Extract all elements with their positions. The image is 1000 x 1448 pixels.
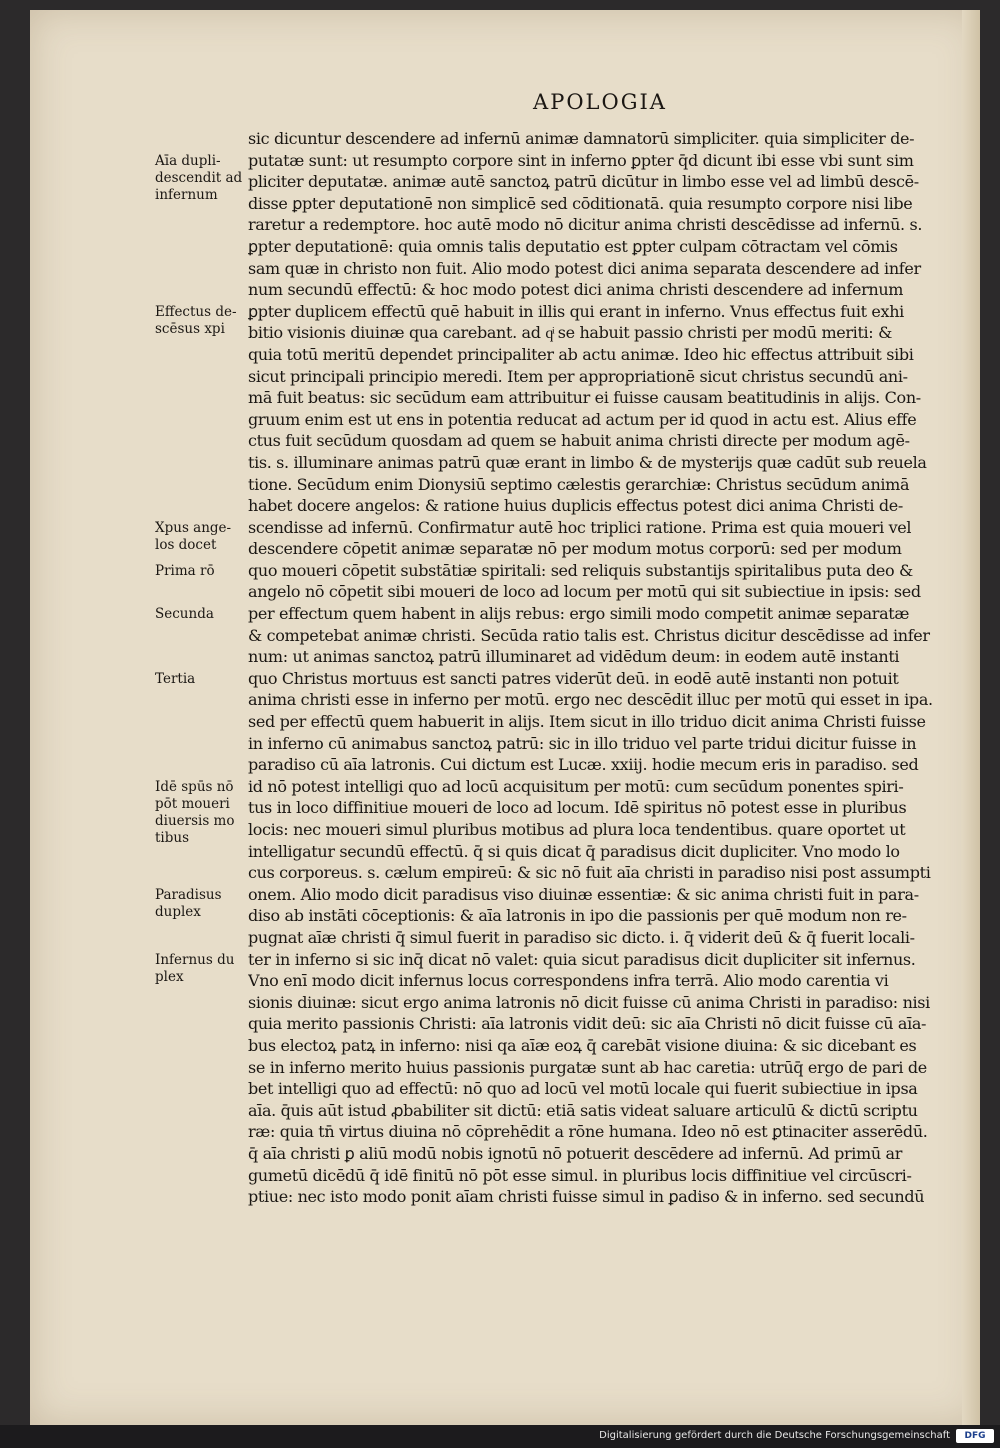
text-line: in inferno cū animabus sanctoꝝ patrū: sic in illo triduo vel parte tridui dicitur fuisse in: [248, 733, 917, 753]
text-line: ræ: quia tn̄ virtus diuina nō cōprehēdit a rōne humana. Ideo nō est ꝑtinaciter asserēdū.: [248, 1122, 928, 1142]
margin-note: Xpus ange- los docet: [155, 519, 232, 553]
text-line: anima christi esse in inferno per motū. ergo nec descēdit illuc per motū qui esset in ipa.: [248, 690, 933, 710]
text-line: q̄ aīa christi ꝑ aliū modū nobis ignotū nō potuerit descēdere ad infernū. Ad primū ar: [248, 1143, 903, 1163]
text-line: quia merito passionis Christi: aīa latronis vidit deū: sic aīa Christi nō dicit fuisse cū aīa-: [248, 1014, 927, 1034]
text-line: raretur a redemptore. hoc autē modo nō dicitur anima christi descēdisse ad infernū. s.: [248, 215, 923, 235]
text-line: gruum enim est ut ens in potentia reducat ad actum per id quod in actu est. Alius effe: [248, 409, 917, 429]
text-line: Vno enī modo dicit infernus locus correspondens infra terrā. Alio modo carentia vi: [248, 971, 889, 991]
running-head: APOLOGIA: [533, 90, 667, 114]
book-page: [30, 10, 980, 1425]
text-line: ꝑpter duplicem effectū quē habuit in illis qui erant in inferno. Vnus effectus fuit exhi: [248, 301, 904, 321]
text-line: onem. Alio modo dicit paradisus viso diuinæ essentiæ: & sic anima christi fuit in para-: [248, 884, 919, 904]
text-line: descendere cōpetit animæ separatæ nō per modum motus corporū: sed per modum: [248, 539, 902, 559]
text-line: num: ut animas sanctoꝝ patrū illuminaret ad vidēdum deum: in eodem autē instanti: [248, 647, 900, 667]
text-line: bet intelligi quo ad effectū: nō quo ad locū vel motū locale qui fuerit subiectiue in ipsa: [248, 1079, 918, 1099]
margin-note: Secunda: [155, 606, 214, 623]
text-line: ter in inferno si sic inq̄ dicat nō valet: quia sicut paradisus dicit dupliciter sit infernus.: [248, 949, 916, 969]
text-line: tis. s. illuminare animas patrū quæ erant in limbo & de mysterijs quæ cadūt sub reuela: [248, 452, 927, 472]
margin-note: Tertia: [155, 671, 196, 687]
main-text-block: [248, 128, 968, 1208]
text-line: sionis diuinæ: sicut ergo anima latronis nō dicit fuisse cū anima Christi in paradiso: nisi: [248, 992, 930, 1012]
text-line: quo Christus mortuus est sancti patres viderūt deū. in eodē autē instanti non potuit: [248, 668, 899, 688]
footer-bar: [0, 1425, 1000, 1448]
text-line: id nō potest intelligi quo ad locū acquisitum per motū: cum secūdum ponentes spiri-: [248, 776, 904, 796]
text-line: habet docere angelos: & ratione huius duplicis effectus potest dici anima Christi de-: [248, 496, 903, 516]
text-line: paradiso cū aīa latronis. Cui dictum est Lucæ. xxiij. hodie mecum eris in paradiso. sed: [248, 755, 919, 775]
text-line: cus corporeus. s. cælum empireū: & sic nō fuit aīa christi in paradiso nisi post assumpti: [248, 863, 931, 883]
text-line: se in inferno merito huius passionis purgatæ sunt ab hac caretia: utrūq̄ ergo de pari de: [248, 1057, 927, 1077]
text-line: pugnat aīæ christi q̄ simul fuerit in paradiso sic dicto. i. q̄ viderit deū & q̄ fuerit locali-: [248, 927, 915, 947]
text-line: & competebat animæ christi. Secūda ratio talis est. Christus dicitur descēdisse ad infer: [248, 625, 930, 645]
text-line: quia totū meritū dependet principaliter ab actu animæ. Ideo hic effectus attribuit sibi: [248, 344, 914, 364]
text-line: bus electoꝝ patꝝ in inferno: nisi qa aīæ eoꝝ q̄ carebāt visione diuina: & sic dicebant es: [248, 1035, 917, 1055]
text-line: disse ꝑpter deputationē non simplicē sed cōditionatā. quia resumpto corpore nisi libe: [248, 193, 913, 213]
margin-note: Paradisus duplex: [155, 887, 222, 920]
text-line: locis: nec moueri simul pluribus motibus ad plura loca tendentibus. quare oportet ut: [248, 820, 906, 839]
dfg-logo: DFG: [956, 1429, 994, 1443]
text-line: sam quæ in christo non fuit. Alio modo potest dici anima separata descendere ad infer: [248, 258, 921, 278]
funding-notice: Digitalisierung gefördert durch die Deutsche Forschungsgemeinschaft: [599, 1430, 950, 1441]
text-line: per effectum quem habent in alijs rebus: ergo simili modo competit animæ separatæ: [248, 604, 910, 624]
text-line: tus in loco diffinitiue moueri de loco ad locum. Idē spiritus nō potest esse in pluribus: [248, 798, 907, 818]
text-line: ꝑpter deputationē: quia omnis talis deputatio est ꝑpter culpam cōtractam vel cōmis: [248, 236, 898, 256]
text-line: intelligatur secundū effectū. q̄ si quis dicat q̄ paradisus dicit dupliciter. Vno modo lo: [248, 841, 900, 861]
text-line: num secundū effectū: & hoc modo potest dici anima christi descendere ad infernum: [248, 280, 904, 300]
text-line: scendisse ad infernū. Confirmatur autē hoc triplici ratione. Prima est quia moueri vel: [248, 517, 912, 537]
text-line: diso ab instāti cōceptionis: & aīa latronis in ipo die passionis per quē modum non re-: [248, 906, 907, 926]
text-line: sed per effectū quem habuerit in alijs. Item sicut in illo triduo dicit anima Christi fuisse: [248, 712, 926, 732]
margin-note: Prima rō: [155, 563, 215, 579]
text-line: sicut principali principio meredi. Item per appropriationē sicut christus secundū ani-: [248, 366, 908, 386]
margin-note: Aīa dupli- descendit ad infernum: [155, 152, 243, 203]
margin-note: Effectus de- scēsus xpi: [155, 303, 237, 337]
text-line: aīa. q̄uis aūt istud ꝓbabiliter sit dictū: etiā satis videat saluare articulū & dictū scriptu: [248, 1100, 918, 1120]
text-line: bitio visionis diuinæ qua carebant. ad qͥ se habuit passio christi per modū meriti: &: [248, 323, 892, 343]
text-line: angelo nō cōpetit sibi moueri de loco ad locum per motū qui sit subiectiue in ipsis: sed: [248, 582, 921, 602]
margin-note: Infernus du plex: [155, 951, 235, 985]
text-line: sic dicuntur descendere ad infernū animæ damnatorū simpliciter. quia simpliciter de-: [248, 129, 915, 148]
margin-note: Idē spūs nō pōt moueri diuersis mo tibus: [155, 779, 235, 846]
text-line: putatæ sunt: ut resumpto corpore sint in inferno ꝑpter q̄d dicunt ibi esse vbi sunt sim: [248, 150, 914, 170]
text-line: tione. Secūdum enim Dionysiū septimo cælestis gerarchiæ: Christus secūdum animā: [248, 474, 910, 494]
text-line: ctus fuit secūdum quosdam ad quem se habuit anima christi directe per modum agē-: [248, 431, 910, 451]
text-line: ptiue: nec isto modo ponit aīam christi fuisse simul in ꝑadiso & in inferno. sed secundū: [248, 1187, 925, 1207]
text-line: mā fuit beatus: sic secūdum eam attribuitur ei fuisse causam beatitudinis in alijs. Con-: [248, 388, 921, 408]
text-line: pliciter deputatæ. animæ autē sanctoꝝ patrū dicūtur in limbo esse vel ad limbū descē-: [248, 172, 919, 192]
text-line: gumetū dicēdū q̄ idē finitū nō pōt esse simul. in pluribus locis diffinitiue vel circūscri-: [248, 1165, 912, 1185]
text-line: quo moueri cōpetit substātiæ spiritali: sed reliquis substantijs spiritalibus puta deo &: [248, 560, 913, 580]
